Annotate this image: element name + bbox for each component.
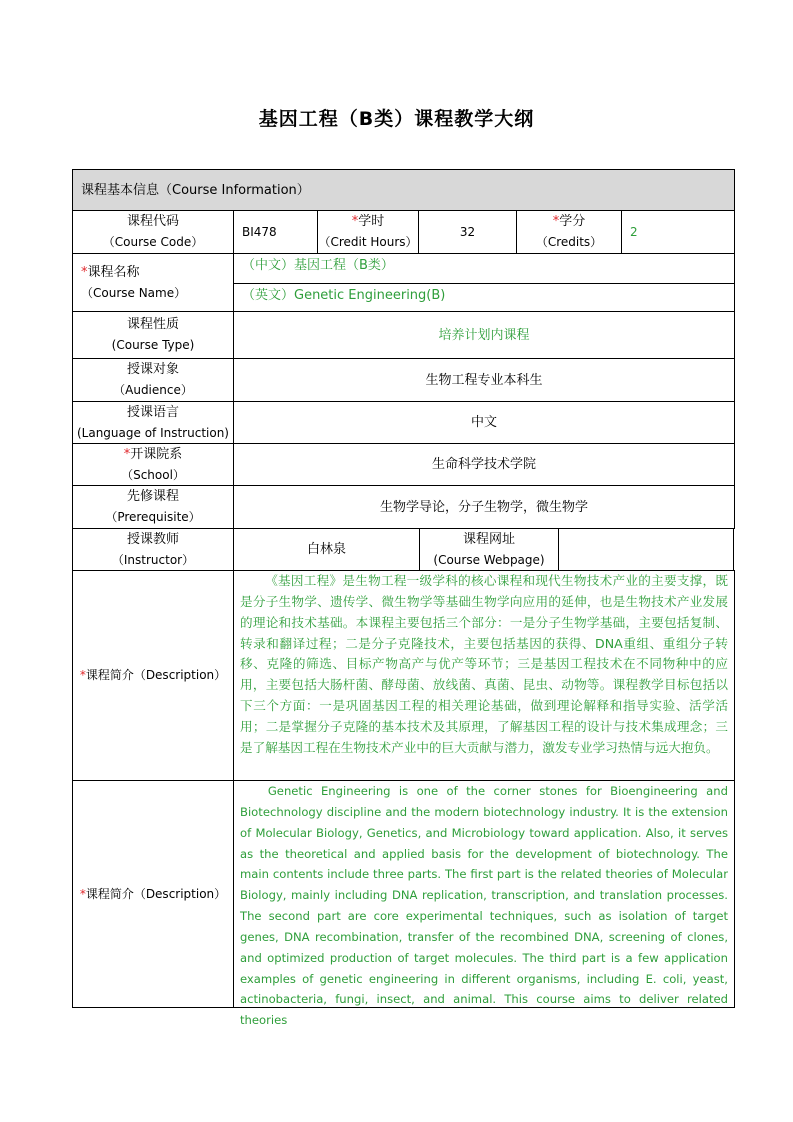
course-type-label-cn: 课程性质	[126, 317, 179, 332]
language-label-en: (Language of Instruction)	[76, 425, 229, 440]
school-label-cn	[124, 444, 183, 465]
description-en-body	[233, 780, 735, 1028]
course-name-cn	[233, 253, 735, 284]
course-name-label-text: 课程名称	[87, 264, 140, 280]
required-mark: *	[123, 446, 131, 462]
section-header	[72, 169, 735, 211]
credits-label-en: （Credits）	[535, 235, 603, 249]
instructor-text: 白林泉	[306, 542, 346, 557]
description-cn-label-inner: 课程简介（Description）	[85, 668, 227, 682]
required-mark: *	[552, 214, 560, 229]
course-code-text: BI478	[242, 224, 277, 239]
credit-hours-label-en: （Credit Hours）	[318, 235, 418, 249]
course-name-cn-text: （中文）基因工程（B类）	[242, 258, 394, 273]
course-code-label-cn: 课程代码	[126, 214, 179, 229]
school-text: 生命科学技术学院	[431, 457, 536, 472]
credits-label-cn	[553, 211, 586, 232]
course-type-label-en: (Course Type)	[111, 338, 195, 352]
course-name-en	[233, 283, 735, 312]
course-type-value	[233, 311, 735, 359]
course-name-label	[72, 253, 234, 312]
description-cn-text: 《基因工程》是生物工程一级学科的核心课程和现代生物技术产业的主要支撑，既是分子生物学、遗传学、微生物学等基础生物学向应用的延伸，也是生物技术产业发展的理论和技术基础。本课程主要包括三个部分：一是分子生物学基础，主要包括复制、转录和翻译过程；二是分子克隆技术，主要包括基因的获得、DNA重组、重组分子转移、克隆的筛选、目标产物高产与优产等环节；三是基因工程技术在不同物种中的应用，主要包括大肠杆菌、酵母菌、放线菌、真菌、昆虫、动物等。课程教学目标包括以下三个方面：一是巩固基因工程的相关理论基础，做到理论解释和指导实验、活学活用；二是掌握分子克隆的基本技术及其原理，了解基因工程的设计与技术集成理念；三是了解基因工程在生物技术产业中的巨大贡献与潜力，激发专业学习热情与远大抱负。	[240, 573, 728, 755]
course-type-text: 培养计划内课程	[438, 327, 530, 343]
language-value	[233, 401, 735, 444]
webpage-label-cn: 课程网址	[462, 531, 515, 547]
description-cn-body	[233, 570, 735, 781]
language-label	[72, 401, 234, 444]
prerequisite-label	[72, 485, 234, 529]
credit-hours-label-cn	[352, 211, 385, 232]
required-mark: *	[79, 668, 86, 682]
section-header-text: 课程基本信息（Course Information）	[81, 182, 310, 198]
course-name-en-text: （英文）Genetic Engineering(B)	[242, 288, 446, 303]
school-label	[72, 443, 234, 486]
audience-text: 生物工程专业本科生	[425, 372, 543, 388]
webpage-value	[558, 528, 734, 571]
audience-label-en: （Audience）	[113, 383, 193, 397]
course-name-label-cn	[81, 262, 140, 283]
credits-value	[621, 210, 735, 254]
instructor-label-cn: 授课教师	[126, 531, 179, 547]
required-mark: *	[81, 264, 88, 280]
course-type-label	[72, 311, 234, 359]
webpage-label-en: (Course Webpage)	[433, 552, 545, 567]
required-mark: *	[351, 214, 359, 229]
school-value	[233, 443, 735, 486]
prerequisite-label-en: （Prerequisite）	[105, 510, 201, 524]
language-text: 中文	[470, 415, 497, 430]
prerequisite-text: 生物学导论，分子生物学，微生物学	[379, 499, 588, 515]
instructor-value	[233, 528, 420, 571]
school-label-en: （School）	[121, 467, 185, 482]
page-title: 基因工程（B类）课程教学大纲	[258, 108, 535, 130]
credits-text: 2	[630, 224, 638, 239]
credits-label-text: 学分	[559, 214, 586, 229]
credits-label	[516, 210, 622, 254]
required-mark: *	[79, 886, 86, 901]
prerequisite-value	[233, 485, 735, 529]
credit-hours-value	[418, 210, 517, 254]
credit-hours-text: 32	[459, 224, 476, 239]
audience-label	[72, 358, 234, 402]
description-cn-label	[72, 570, 234, 781]
audience-label-cn: 授课对象	[126, 362, 179, 377]
webpage-label	[419, 528, 559, 571]
course-name-label-en: （Course Name）	[81, 285, 187, 300]
prerequisite-label-cn: 先修课程	[126, 489, 179, 504]
school-label-text: 开课院系	[130, 446, 183, 462]
course-code-value	[233, 210, 318, 254]
description-cn-label-text	[80, 665, 226, 686]
course-code-label-en: （Course Code）	[102, 235, 204, 249]
instructor-label	[72, 528, 234, 571]
language-label-cn: 授课语言	[126, 404, 179, 420]
credit-hours-label	[317, 210, 419, 254]
description-en-label-text	[80, 884, 226, 905]
description-en-label	[72, 780, 234, 1008]
description-en-label-inner: 课程简介（Description）	[85, 886, 227, 901]
audience-value	[233, 358, 735, 402]
course-code-label	[72, 210, 234, 254]
description-en-text: Genetic Engineering is one of the corner stones for Bioengineering and Biotechnology discipline and the modern biotechnology industry. It is the extension of Molecular Biology, Genetics, and Microbiology toward application. Also, it serves as the theoretical and applied basis for the development of biotechnology. The main contents include three parts. The first part is the related theories of Molecular Biology, mainly including DNA replication, transcription, and translation processes. The second part are core experimental techniques, such as isolation of target genes, DNA recombination, transfer of the recombined DNA, screening of clones, and optimized production of target molecules. The third part is a few application examples of genetic engineering in different organisms, including E. coli, yeast, actinobacteria, fungi, insect, and animal. This course aims to deliver related theories	[240, 784, 728, 1028]
instructor-label-en: （Instructor）	[111, 552, 195, 567]
credit-hours-label-text: 学时	[358, 214, 385, 229]
